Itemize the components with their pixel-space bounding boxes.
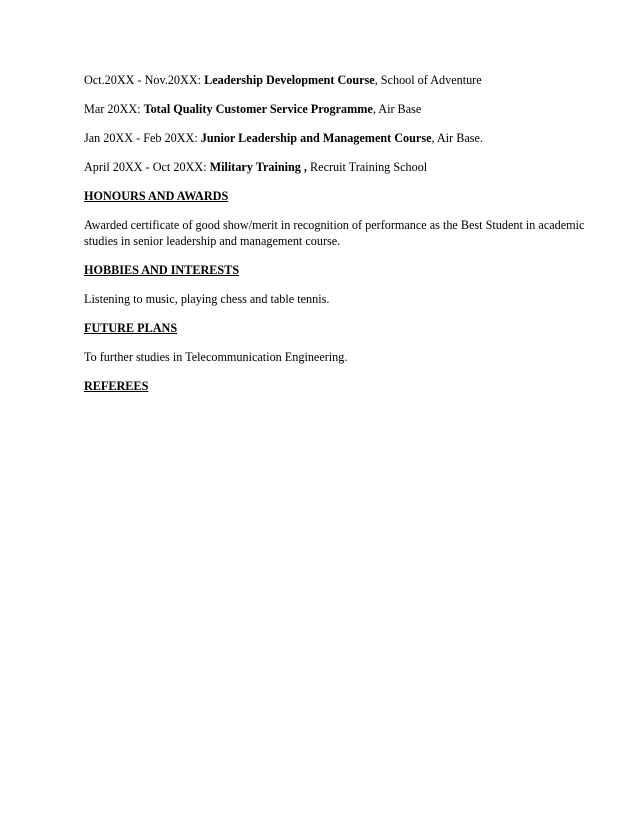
resume-page bbox=[84, 72, 604, 394]
course-separator: , bbox=[374, 73, 378, 87]
course-place: School of Adventure bbox=[380, 73, 482, 87]
hobbies-heading: HOBBIES AND INTERESTS bbox=[84, 263, 240, 277]
referees-heading: REFEREES bbox=[84, 379, 149, 393]
course-title: Leadership Development Course bbox=[204, 73, 375, 87]
course-title: Total Quality Customer Service Programme bbox=[143, 102, 373, 116]
course-dates: Jan 20XX - Feb 20XX: bbox=[84, 131, 198, 145]
honours-text bbox=[84, 217, 604, 249]
course-entry bbox=[84, 72, 604, 88]
course-dates: Mar 20XX: bbox=[84, 102, 141, 116]
course-dates: Oct.20XX - Nov.20XX: bbox=[84, 73, 202, 87]
course-title: Junior Leadership and Management Course bbox=[200, 131, 432, 145]
course-entry bbox=[84, 130, 604, 146]
course-title: Military Training , bbox=[209, 160, 307, 174]
future-plans-text: To further studies in Telecommunication Engineering. bbox=[84, 350, 348, 364]
course-dates: April 20XX - Oct 20XX: bbox=[84, 160, 207, 174]
course-separator: , bbox=[431, 131, 435, 145]
course-entry bbox=[84, 101, 604, 117]
course-entry bbox=[84, 159, 604, 175]
course-separator: , bbox=[372, 102, 376, 116]
honours-heading: HONOURS AND AWARDS bbox=[84, 189, 229, 203]
course-place: Air Base. bbox=[436, 131, 483, 145]
future-plans-heading: FUTURE PLANS bbox=[84, 321, 178, 335]
course-place: Recruit Training School bbox=[310, 160, 428, 174]
hobbies-text: Listening to music, playing chess and table tennis. bbox=[84, 292, 330, 306]
course-place: Air Base bbox=[378, 102, 422, 116]
honours-line-2: studies in senior leadership and management course. bbox=[84, 234, 341, 248]
honours-line-1: Awarded certificate of good show/merit in recognition of performance as the Best Student in academic bbox=[84, 218, 585, 232]
